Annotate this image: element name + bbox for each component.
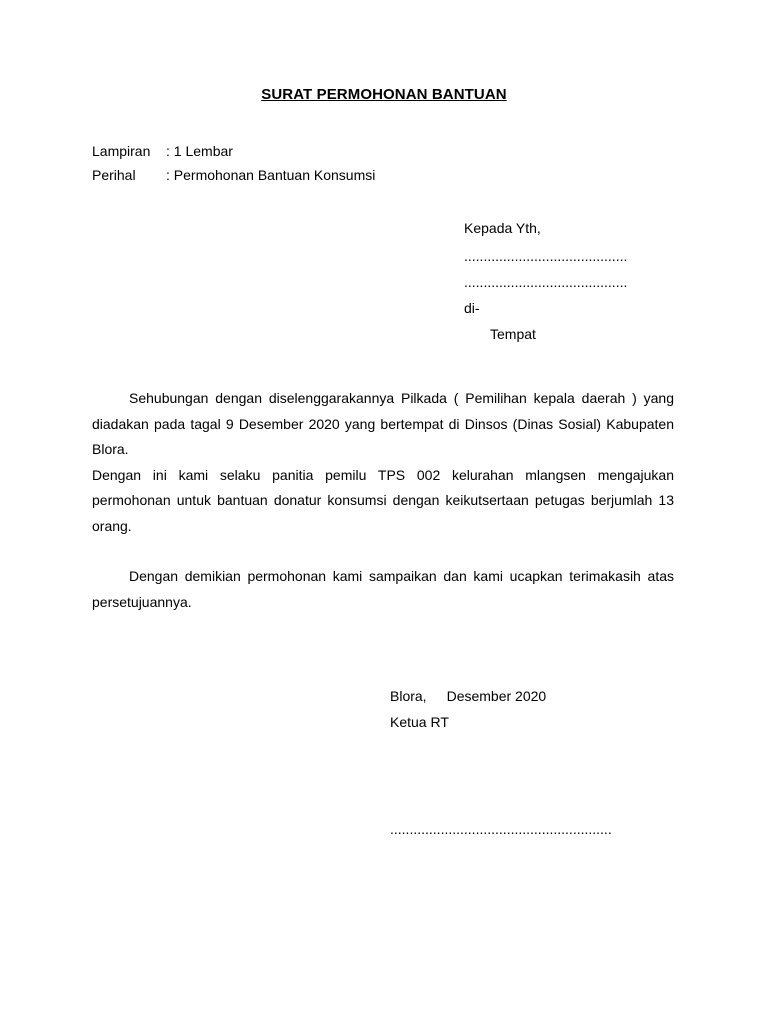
subject-label: Perihal: [92, 167, 136, 183]
signature-line: .........................................................: [390, 821, 612, 837]
subject-value: : Permohonan Bantuan Konsumsi: [166, 167, 376, 183]
letter-body: [92, 386, 674, 539]
closing-date-line: [390, 686, 546, 706]
recipient-line-1: ..........................................: [464, 248, 628, 264]
letter-title: SURAT PERMOHONAN BANTUAN: [261, 86, 507, 103]
closing-city: Blora,: [390, 688, 427, 704]
recipient-greeting: Kepada Yth,: [464, 220, 541, 236]
letter-body-closing: [92, 564, 674, 615]
body-paragraph-1: Sehubungan dengan diselenggarakannya Pilkada ( Pemilihan kepala daerah ) yang diadakan pada tagal 9 Desember 2020 yang bertempat di Dinsos (Dinas Sosial) Kabupaten Blora.: [92, 390, 674, 457]
recipient-di: di-: [464, 300, 480, 316]
body-paragraph-3: Dengan demikian permohonan kami sampaikan dan kami ucapkan terimakasih atas persetujuannya.: [92, 568, 674, 610]
closing-date: Desember 2020: [446, 688, 547, 704]
attachment-row: [92, 141, 233, 161]
recipient-place: Tempat: [490, 326, 536, 342]
attachment-value: : 1 Lembar: [166, 143, 233, 159]
closing-position: Ketua RT: [390, 714, 449, 730]
attachment-label: Lampiran: [92, 143, 151, 159]
body-paragraph-2: Dengan ini kami selaku panitia pemilu TPS 002 kelurahan mlangsen mengajukan permohonan untuk bantuan donatur konsumsi dengan keikutsertaan petugas berjumlah 13 orang.: [92, 466, 674, 534]
subject-row: [92, 165, 375, 185]
recipient-line-2: ..........................................: [464, 274, 628, 290]
